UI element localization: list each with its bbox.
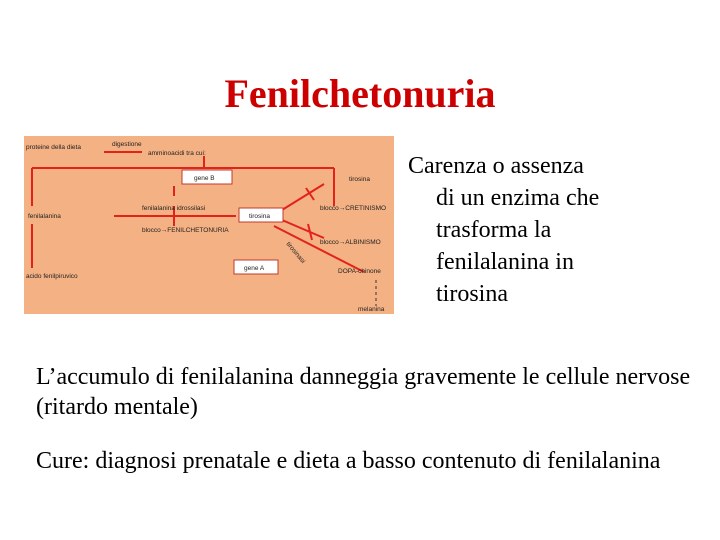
- phenylpyruvic-label: acido fenilpiruvico: [26, 273, 78, 280]
- desc-line-3: trasforma la: [436, 217, 552, 243]
- enzyme-description: [408, 150, 708, 310]
- melanin-label: melanina: [358, 306, 385, 313]
- tyrosinase-label: tirosinasi: [284, 240, 307, 265]
- block-albinism-label: blocco→ALBINISMO: [320, 239, 381, 246]
- gene-b-label: gene B: [194, 175, 215, 182]
- hydroxylase-label: fenilalanina idrossilasi: [142, 205, 206, 212]
- desc-line-4: fenilalanina in: [436, 249, 574, 275]
- tyr-to-dopa-arrow: [274, 226, 364, 272]
- slide-title: Fenilchetonuria: [224, 71, 496, 116]
- amino-acids-label: amminoacidi tra cui:: [148, 150, 206, 157]
- dopa-quinone-label: DOPA-chinone: [338, 268, 381, 275]
- block-cretinism-label: blocco→CRETINISMO: [320, 205, 387, 212]
- tyrosine-label: tirosina: [249, 213, 270, 220]
- tyrosine-top-label: tirosina: [349, 176, 370, 183]
- desc-line-2: di un enzima che: [436, 185, 600, 211]
- desc-line-1: Carenza o assenza: [408, 153, 584, 179]
- phenylalanine-label: fenilalanina: [28, 213, 61, 220]
- treatment-paragraph: Cure: diagnosi prenatale e dieta a basso contenuto di fenilalanina: [36, 448, 661, 474]
- gene-a-label: gene A: [244, 265, 265, 272]
- tyr-up-branch: [282, 184, 324, 210]
- accumulation-paragraph: L’accumulo di fenilalanina danneggia gravemente le cellule nervose (ritardo mentale): [36, 364, 691, 420]
- pathway-svg: [24, 136, 394, 314]
- digestion-label: digestione: [112, 141, 142, 148]
- proteins-label: proteine della dieta: [26, 144, 81, 151]
- desc-line-5: tirosina: [436, 281, 508, 307]
- block-pku-label: blocco→FENILCHETONURIA: [142, 227, 229, 234]
- tyr-mid-branch: [282, 220, 324, 238]
- pku-metabolic-diagram: [24, 136, 394, 314]
